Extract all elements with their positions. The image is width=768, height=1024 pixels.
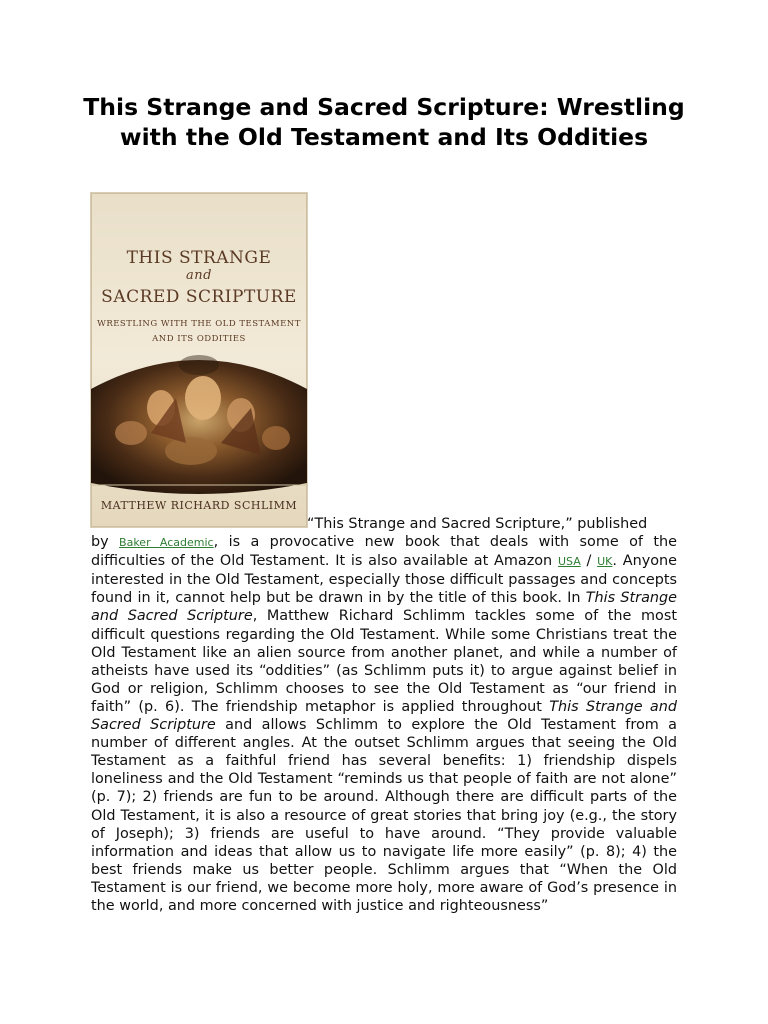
link-separator: / xyxy=(580,553,598,570)
paragraph-text-2: . Anyone interested in the Old Testament, especially those difficult passages and concepts found in it, cannot help but be drawn in by the title of this book. In xyxy=(91,553,677,607)
page-title: This Strange and Sacred Scripture: Wrestling with the Old Testament and Its Oddities xyxy=(83,93,685,151)
paragraph-text-4: and allows Schlimm to explore the Old Testament from a number of different angles. At the outset Schlimm argues that seeing the Old Testament as a faithful friend has several benefits: 1) friendship dispels loneliness and the Old Testament “reminds us that people of faith are not alone” (p. 7); 2) friends are fun to be around. Although there are difficult parts of the Old Testament, it is also a resource of great stories that bring joy (e.g., the story of Joseph); 3) friends are useful to have around. “They provide valuable information and ideas that allow us to navigate life more easily” (p. 8); 4) the best friends make us better people. Schlimm argues that “When the Old Testament is our friend, we become more holy, more aware of God’s presence in the world, and more concerned with justice and righteousness” xyxy=(91,717,677,914)
amazon-uk-link[interactable]: UK xyxy=(597,555,613,569)
amazon-usa-link[interactable]: USA xyxy=(557,555,581,569)
paragraph-text-1: , is a provocative new book that deals with some of the difficulties of the Old Testament. It is also available at Amazon xyxy=(91,534,677,570)
book-cover-image xyxy=(91,193,307,527)
intro-quote: “This Strange and Sacred Scripture,” published xyxy=(307,516,648,532)
publisher-link[interactable]: Baker Academic xyxy=(119,536,214,550)
cover-title-line-1: THIS STRANGE xyxy=(126,248,272,268)
book-title-italic-1: This Strange and Sacred Scripture xyxy=(91,590,678,625)
article-paragraph xyxy=(91,515,677,915)
cover-subtitle-line-1: WRESTLING WITH THE OLD TESTAMENT xyxy=(97,319,301,329)
cover-subtitle-line-2: AND ITS ODDITIES xyxy=(152,334,246,344)
cover-title-and: and xyxy=(186,268,212,283)
cover-title-line-2: SACRED SCRIPTURE xyxy=(101,287,297,307)
book-cover-art xyxy=(91,193,307,527)
cover-author: MATTHEW RICHARD SCHLIMM xyxy=(100,499,298,512)
book-title-italic-2: This Strange and Sacred Scripture xyxy=(91,698,677,734)
paragraph-text-3: , Matthew Richard Schlimm tackles some of the most difficult questions regarding the Old Testament. While some Christians treat the Old Testament like an alien source from another planet, and while a number of atheists have used its “oddities” (as Schlimm puts it) to argue against belief in God or religion, Schlimm chooses to see the Old Testament as “our friend in faith” (p. 6). The friendship metaphor is applied throughout xyxy=(91,608,677,715)
by-text: by xyxy=(91,534,120,551)
